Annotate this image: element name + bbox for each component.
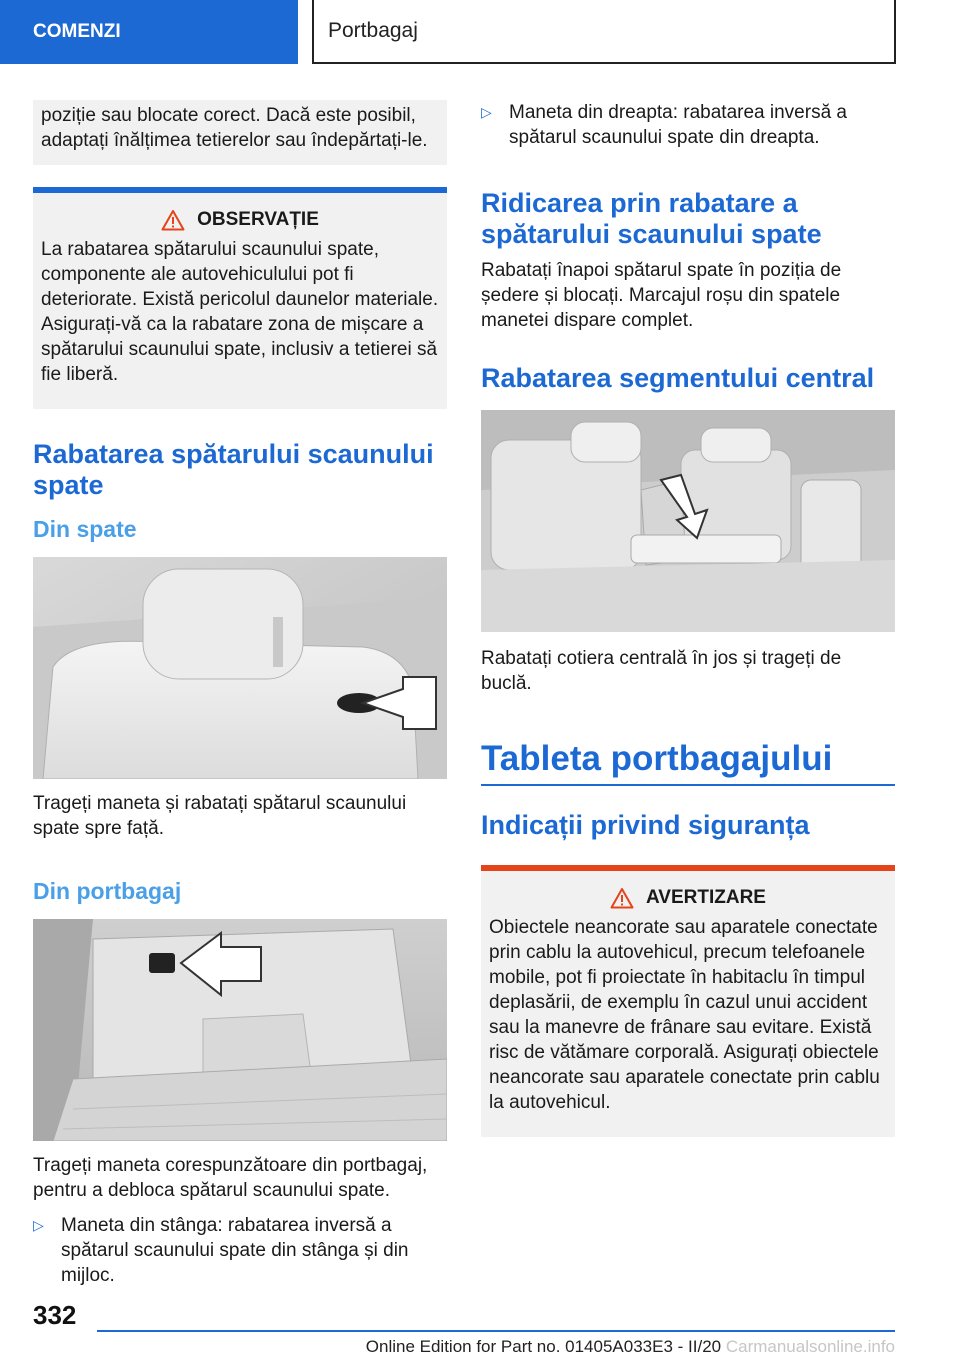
section-heading: Rabatarea spătarului scaunului spate: [33, 439, 434, 500]
caption-armrest: Rabatați cotiera centrală în jos și trageți de buclă.: [481, 648, 842, 694]
bullet-right-lever: [481, 100, 895, 150]
caption-rear: Trageți maneta și rabatați spătarul scaunului spate spre față.: [33, 793, 407, 839]
warning-box: [481, 865, 895, 1137]
notice-title: OBSERVAȚIE: [197, 209, 319, 230]
warning-text: Obiectele neancorate sau aparatele conectate prin cablu la autovehicul, precum telefoanele mobile, pot fi proiectate în habitaclu în timpul deplasării, de exemplu în cazul unui accident sau la manevre de frânare sau evitare. Există risc de vătămare corporală. Asigurați obiectele neancorate sau aparatele conectate prin cablu la autovehicul.: [489, 917, 880, 1113]
subheading-trunk: Din portbagaj: [33, 878, 182, 904]
left-column: [33, 100, 447, 1288]
raise-backrest-text: Rabatați înapoi spătarul spate în poziția de ședere și blocați. Marcajul roșu din spatele manetei dispare complet.: [481, 260, 842, 331]
watermark-text: Carmanualsonline.info: [725, 1337, 895, 1356]
intro-text: poziție sau blocate corect. Dacă este posibil, adaptați înălțimea tetierelor sau îndepărtați-le.: [41, 105, 428, 151]
headrest-lever-photo: [33, 557, 447, 779]
heading-center-segment: Rabatarea segmentului central: [481, 363, 875, 393]
right-column: [481, 100, 895, 1137]
bullet-left-text: Maneta din stânga: rabatarea inversă a spătarul scaunului spate din stânga și din mijloc.: [61, 1215, 409, 1286]
warning-title: AVERTIZARE: [646, 887, 766, 908]
warning-triangle-icon: [161, 209, 185, 231]
heading-raise-backrest: Ridicarea prin rabatare a spătarului scaunului spate: [481, 188, 822, 249]
bullet-triangle-icon: ▷: [33, 1217, 44, 1233]
edition-text: Online Edition for Part no. 01405A033E3 - II/20: [365, 1337, 722, 1356]
notice-header: [41, 209, 439, 231]
bullet-left-lever: [33, 1213, 447, 1288]
warning-triangle-icon: [610, 887, 634, 909]
footer-rule: [97, 1330, 895, 1332]
title-cargo-cover: Tableta portbagajului: [481, 736, 895, 786]
section-tab: [0, 0, 298, 64]
notice-text: La rabatarea spătarului scaunului spate, componente ale autovehiculului pot fi deteriorate. Există pericolul daunelor materiale. Asigurați-vă ca la rabatare zona de mișcare a spătarului scaunului spate, inclusiv a tetierei să fie liberă.: [41, 239, 439, 385]
trunk-lever-photo: [33, 919, 447, 1141]
chapter-tab: [312, 0, 896, 64]
chapter-title: Portbagaj: [328, 19, 418, 42]
caption-trunk: Trageți maneta corespunzătoare din portbagaj, pentru a debloca spătarul scaunului spate.: [33, 1155, 428, 1201]
heading-safety: Indicații privind siguranța: [481, 810, 810, 840]
intro-box: [33, 100, 447, 165]
notice-box: [33, 187, 447, 409]
warning-header: [489, 887, 887, 909]
center-armrest-photo: [481, 410, 895, 632]
page-number: 332: [33, 1300, 77, 1330]
bullet-right-text: Maneta din dreapta: rabatarea inversă a spătarul scaunului spate din dreapta.: [509, 102, 847, 148]
subheading-rear: Din spate: [33, 516, 137, 542]
bullet-triangle-icon: ▷: [481, 104, 492, 120]
footer-edition: [366, 1337, 895, 1357]
section-title: COMENZI: [33, 21, 121, 42]
